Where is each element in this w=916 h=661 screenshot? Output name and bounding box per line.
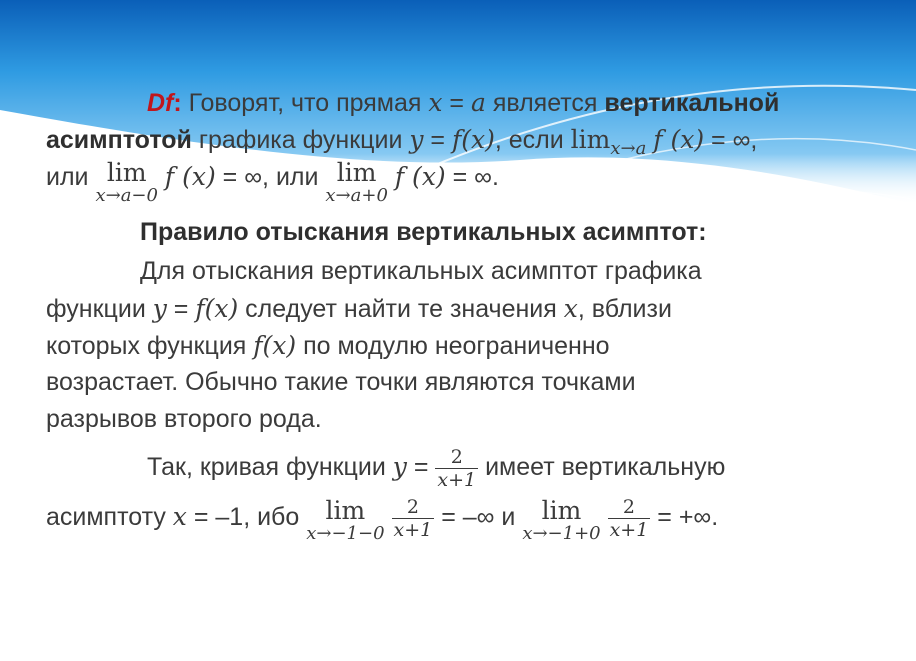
- fraction-right: $\frac{2}{x+1}$: [609, 496, 649, 541]
- limit-minus-one-right: lim x→−1+0: [522, 496, 601, 544]
- definition-tag: Df: [146, 89, 174, 117]
- bold-term-vertical: вертикальной: [604, 89, 780, 117]
- fraction-left: $\frac{2}{x+1}$: [393, 496, 433, 541]
- limit-expression: $\lim_{x\to a}$: [570, 125, 647, 159]
- limit-minus-one-left: lim x→−1−0: [306, 496, 385, 544]
- definition-paragraph: Df: Говорят, что прямая x = a является вертикальной асимптотой графика функции y = f(x), если $\lim_{x\to a} f$ (x) = ∞, или lim x→a−0 f (x) = ∞, или lim x→a+0 f (x) = ∞.: [46, 88, 780, 206]
- fraction-2-over-x-plus-1: $\frac{2}{x+1}$: [437, 446, 477, 491]
- rule-paragraph: Для отыскания вертикальных асимптот графика функции y = f(x) следует найти те значения x, вблизи которых функция f(x) по модулю неограниченно возрастает. Обычно такие точки являются точками разрывов второго рода.: [46, 257, 702, 433]
- rule-heading: Правило отыскания вертикальных асимптот:: [140, 218, 707, 246]
- bold-term-asymptote: асимптотой: [46, 126, 192, 154]
- slide-content: [46, 84, 886, 546]
- limit-left: lim x→a−0: [95, 158, 158, 206]
- limit-right: lim x→a+0: [325, 158, 388, 206]
- example-paragraph: Так, кривая функции y = $\frac{2}{x+1}$ имеет вертикальную асимптоту x = –1, ибо lim x→−1−0 $\frac{2}{x+1}$ = –∞ и lim x→−1+0 $\frac{2}{x+1}$ = +∞.: [46, 446, 726, 544]
